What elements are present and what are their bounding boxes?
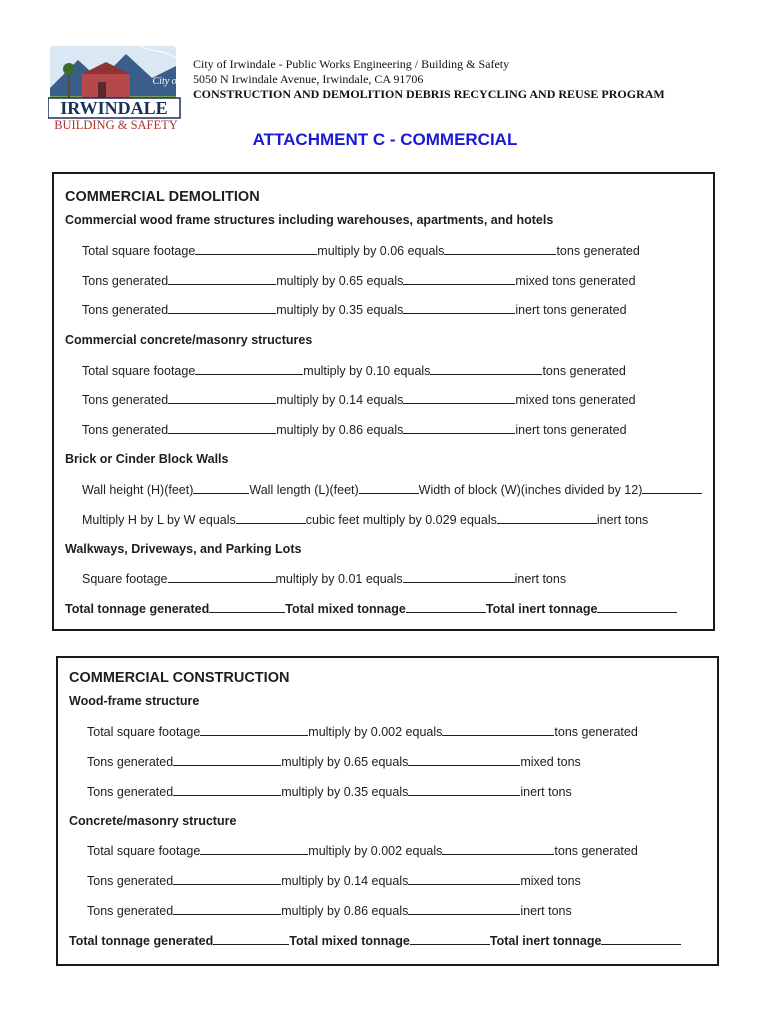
tons-generated-input[interactable]	[168, 422, 276, 434]
label: Tons generated	[82, 274, 169, 288]
inert-tons-field[interactable]	[497, 512, 597, 524]
label: Tons generated	[87, 755, 174, 769]
demo-walkways-row-1	[82, 571, 566, 587]
label: inert tons	[520, 785, 572, 799]
demo-brick-row-2	[82, 512, 648, 528]
label: inert tons	[596, 513, 649, 527]
label: cubic feet multiply by 0.029 equals	[305, 513, 497, 527]
cons-totals-row	[69, 933, 681, 949]
cons-wood-row-1	[87, 724, 638, 740]
header-line-1: City of Irwindale - Public Works Engineering / Building & Safety	[193, 57, 510, 71]
wall-height-field[interactable]	[193, 482, 249, 494]
label: multiply by 0.65 equals	[276, 274, 404, 288]
block-width-field[interactable]	[642, 482, 702, 494]
label: mixed tons generated	[515, 393, 636, 407]
cubic-feet-field[interactable]	[236, 512, 306, 524]
demo-wood-row-3	[82, 302, 627, 318]
total-square-footage-field[interactable]	[200, 843, 308, 855]
page-header	[193, 57, 665, 102]
tons-generated-input[interactable]	[173, 873, 281, 885]
cons-concrete-row-2	[87, 873, 581, 889]
construction-title: COMMERCIAL CONSTRUCTION	[69, 670, 290, 686]
mixed-tons-field[interactable]	[408, 873, 520, 885]
label: Total square footage	[87, 844, 201, 858]
tons-generated-field[interactable]	[442, 724, 554, 736]
header-line-3: CONSTRUCTION AND DEMOLITION DEBRIS RECYCLING AND REUSE PROGRAM	[193, 87, 665, 101]
label: multiply by 0.86 equals	[276, 423, 404, 437]
label: Tons generated	[82, 303, 169, 317]
irwindale-logo	[48, 40, 184, 132]
wall-length-field[interactable]	[359, 482, 419, 494]
tons-generated-input[interactable]	[168, 273, 276, 285]
demo-brick-row-1	[82, 482, 702, 498]
label: multiply by 0.14 equals	[276, 393, 404, 407]
label: multiply by 0.86 equals	[281, 904, 409, 918]
total-inert-tonnage-field[interactable]	[601, 933, 681, 945]
label: Total square footage	[87, 725, 201, 739]
label: multiply by 0.06 equals	[317, 244, 445, 258]
logo-name-text: IRWINDALE	[60, 98, 168, 118]
label: Tons generated	[82, 423, 169, 437]
label: Total mixed tonnage	[285, 602, 406, 616]
label: Tons generated	[87, 904, 174, 918]
label: mixed tons	[520, 755, 581, 769]
demo-totals-row	[65, 601, 677, 617]
label: Square footage	[82, 572, 168, 586]
label: Wall height (H)(feet)	[82, 483, 194, 497]
cons-concrete-row-3	[87, 903, 572, 919]
tons-generated-input[interactable]	[173, 784, 281, 796]
mixed-tons-field[interactable]	[408, 754, 520, 766]
logo-dept-text: BUILDING & SAFETY	[54, 118, 178, 132]
cons-concrete-heading: Concrete/masonry structure	[69, 814, 237, 828]
label: inert tons	[514, 572, 567, 586]
label: inert tons generated	[515, 423, 627, 437]
label: multiply by 0.01 equals	[275, 572, 403, 586]
header-line-2: 5050 N Irwindale Avenue, Irwindale, CA 91706	[193, 72, 424, 86]
inert-tons-field[interactable]	[403, 302, 515, 314]
tons-generated-field[interactable]	[444, 243, 556, 255]
demo-wood-heading: Commercial wood frame structures including warehouses, apartments, and hotels	[65, 213, 554, 227]
tons-generated-field[interactable]	[442, 843, 554, 855]
demo-concrete-row-1	[82, 363, 626, 379]
inert-tons-field[interactable]	[403, 571, 515, 583]
total-mixed-tonnage-field[interactable]	[410, 933, 490, 945]
total-mixed-tonnage-field[interactable]	[406, 601, 486, 613]
tons-generated-input[interactable]	[168, 302, 276, 314]
label: Total square footage	[82, 364, 196, 378]
label: Total inert tonnage	[485, 602, 598, 616]
label: multiply by 0.35 equals	[276, 303, 404, 317]
label: Total tonnage generated	[65, 602, 210, 616]
demo-wood-row-2	[82, 273, 636, 289]
demo-concrete-heading: Commercial concrete/masonry structures	[65, 333, 313, 347]
label: multiply by 0.14 equals	[281, 874, 409, 888]
cons-wood-row-2	[87, 754, 581, 770]
demo-wood-row-1	[82, 243, 640, 259]
mixed-tons-field[interactable]	[403, 392, 515, 404]
inert-tons-field[interactable]	[403, 422, 515, 434]
label: Total tonnage generated	[69, 934, 214, 948]
label: inert tons generated	[515, 303, 627, 317]
inert-tons-field[interactable]	[408, 784, 520, 796]
label: multiply by 0.35 equals	[281, 785, 409, 799]
label: inert tons	[520, 904, 572, 918]
tons-generated-input[interactable]	[168, 392, 276, 404]
square-footage-field[interactable]	[168, 571, 276, 583]
demolition-title: COMMERCIAL DEMOLITION	[65, 189, 260, 205]
demo-concrete-row-3	[82, 422, 627, 438]
label: tons generated	[554, 844, 638, 858]
label: Total mixed tonnage	[289, 934, 410, 948]
label: mixed tons	[520, 874, 581, 888]
label: Tons generated	[87, 874, 174, 888]
label: Total inert tonnage	[489, 934, 602, 948]
demo-walkways-heading: Walkways, Driveways, and Parking Lots	[65, 542, 302, 556]
total-square-footage-field[interactable]	[195, 243, 317, 255]
logo-city-text: City of	[152, 76, 180, 87]
attachment-title: ATTACHMENT C - COMMERCIAL	[252, 130, 518, 149]
label: tons generated	[556, 244, 640, 258]
inert-tons-field[interactable]	[408, 903, 520, 915]
label: multiply by 0.002 equals	[308, 725, 443, 739]
label: Tons generated	[82, 393, 169, 407]
label: Tons generated	[87, 785, 174, 799]
label: tons generated	[542, 364, 626, 378]
label: mixed tons generated	[515, 274, 636, 288]
total-tonnage-field[interactable]	[209, 601, 285, 613]
cons-wood-row-3	[87, 784, 572, 800]
tons-generated-input[interactable]	[173, 754, 281, 766]
demo-brick-heading: Brick or Cinder Block Walls	[65, 452, 229, 466]
cons-wood-heading: Wood-frame structure	[69, 694, 200, 708]
cons-concrete-row-1	[87, 843, 638, 859]
mixed-tons-field[interactable]	[403, 273, 515, 285]
demo-concrete-row-2	[82, 392, 636, 408]
total-inert-tonnage-field[interactable]	[597, 601, 677, 613]
label: multiply by 0.002 equals	[308, 844, 443, 858]
total-tonnage-field[interactable]	[213, 933, 289, 945]
total-square-footage-field[interactable]	[200, 724, 308, 736]
total-square-footage-field[interactable]	[195, 363, 303, 375]
tons-generated-input[interactable]	[173, 903, 281, 915]
label: multiply by 0.65 equals	[281, 755, 409, 769]
tons-generated-field[interactable]	[430, 363, 542, 375]
label: multiply by 0.10 equals	[303, 364, 431, 378]
label: Width of block (W)(inches divided by 12)	[418, 483, 643, 497]
label: Multiply H by L by W equals	[82, 513, 236, 527]
label: Total square footage	[82, 244, 196, 258]
label: Wall length (L)(feet)	[249, 483, 359, 497]
label: tons generated	[554, 725, 638, 739]
